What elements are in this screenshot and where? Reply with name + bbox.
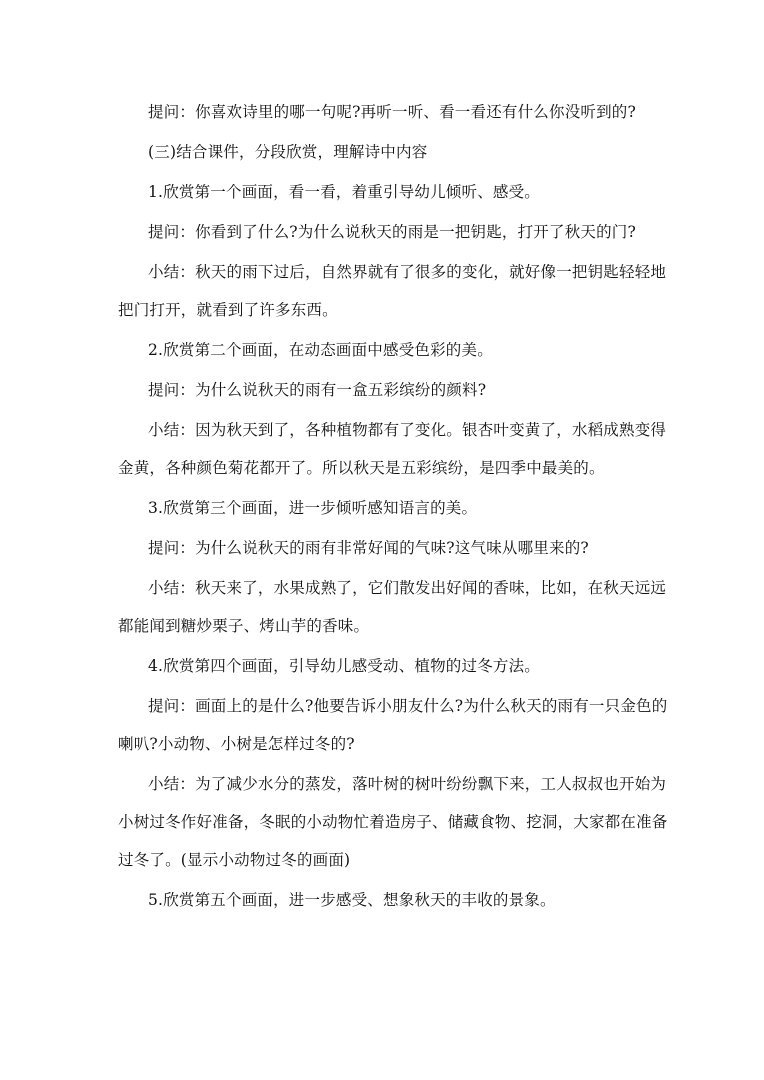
question-line-continuation: 喇叭?小动物、小树是怎样过冬的? xyxy=(118,735,355,753)
summary-line-continuation: 过冬了。(显示小动物过冬的画面) xyxy=(118,851,351,869)
summary-line-continuation: 把门打开，就看到了许多东西。 xyxy=(118,301,338,319)
summary-line: 小结：为了减少水分的蒸发，落叶树的树叶纷纷飘下来，工人叔叔也开始为 xyxy=(148,775,667,793)
step-heading: 3.欣赏第三个画面，进一步倾听感知语言的美。 xyxy=(148,499,478,517)
summary-line-continuation: 小树过冬作好准备，冬眠的小动物忙着造房子、储藏食物、挖洞，大家都在准备 xyxy=(118,813,668,831)
summary-line: 小结：秋天的雨下过后，自然界就有了很多的变化，就好像一把钥匙轻轻地 xyxy=(148,263,667,281)
step-heading: 1.欣赏第一个画面，看一看，着重引导幼儿倾听、感受。 xyxy=(148,183,540,201)
summary-line-continuation: 金黄，各种颜色菊花都开了。所以秋天是五彩缤纷，是四季中最美的。 xyxy=(118,459,605,477)
question-line: 提问：为什么说秋天的雨有非常好闻的气味?这气味从哪里来的? xyxy=(148,539,589,557)
summary-line-continuation: 都能闻到糖炒栗子、烤山芋的香味。 xyxy=(118,617,370,635)
question-line: 提问：你看到了什么?为什么说秋天的雨是一把钥匙，打开了秋天的门? xyxy=(148,223,637,241)
step-heading: 4.欣赏第四个画面，引导幼儿感受动、植物的过冬方法。 xyxy=(148,657,540,675)
summary-line: 小结：秋天来了，水果成熟了，它们散发出好闻的香味，比如，在秋天远远 xyxy=(148,579,667,597)
step-heading: 5.欣赏第五个画面，进一步感受、想象秋天的丰收的景象。 xyxy=(148,891,556,909)
section-heading: (三)结合课件，分段欣赏，理解诗中内容 xyxy=(148,143,428,161)
question-line: 提问：画面上的是什么?他要告诉小朋友什么?为什么秋天的雨有一只金色的 xyxy=(148,697,668,715)
step-heading: 2.欣赏第二个画面，在动态画面中感受色彩的美。 xyxy=(148,341,493,359)
question-line: 提问：为什么说秋天的雨有一盒五彩缤纷的颜料? xyxy=(148,381,487,399)
question-line: 提问：你喜欢诗里的哪一句呢?再听一听、看一看还有什么你没听到的? xyxy=(148,103,637,121)
document-body xyxy=(118,102,668,910)
summary-line: 小结：因为秋天到了，各种植物都有了变化。银杏叶变黄了，水稻成熟变得 xyxy=(148,421,667,439)
